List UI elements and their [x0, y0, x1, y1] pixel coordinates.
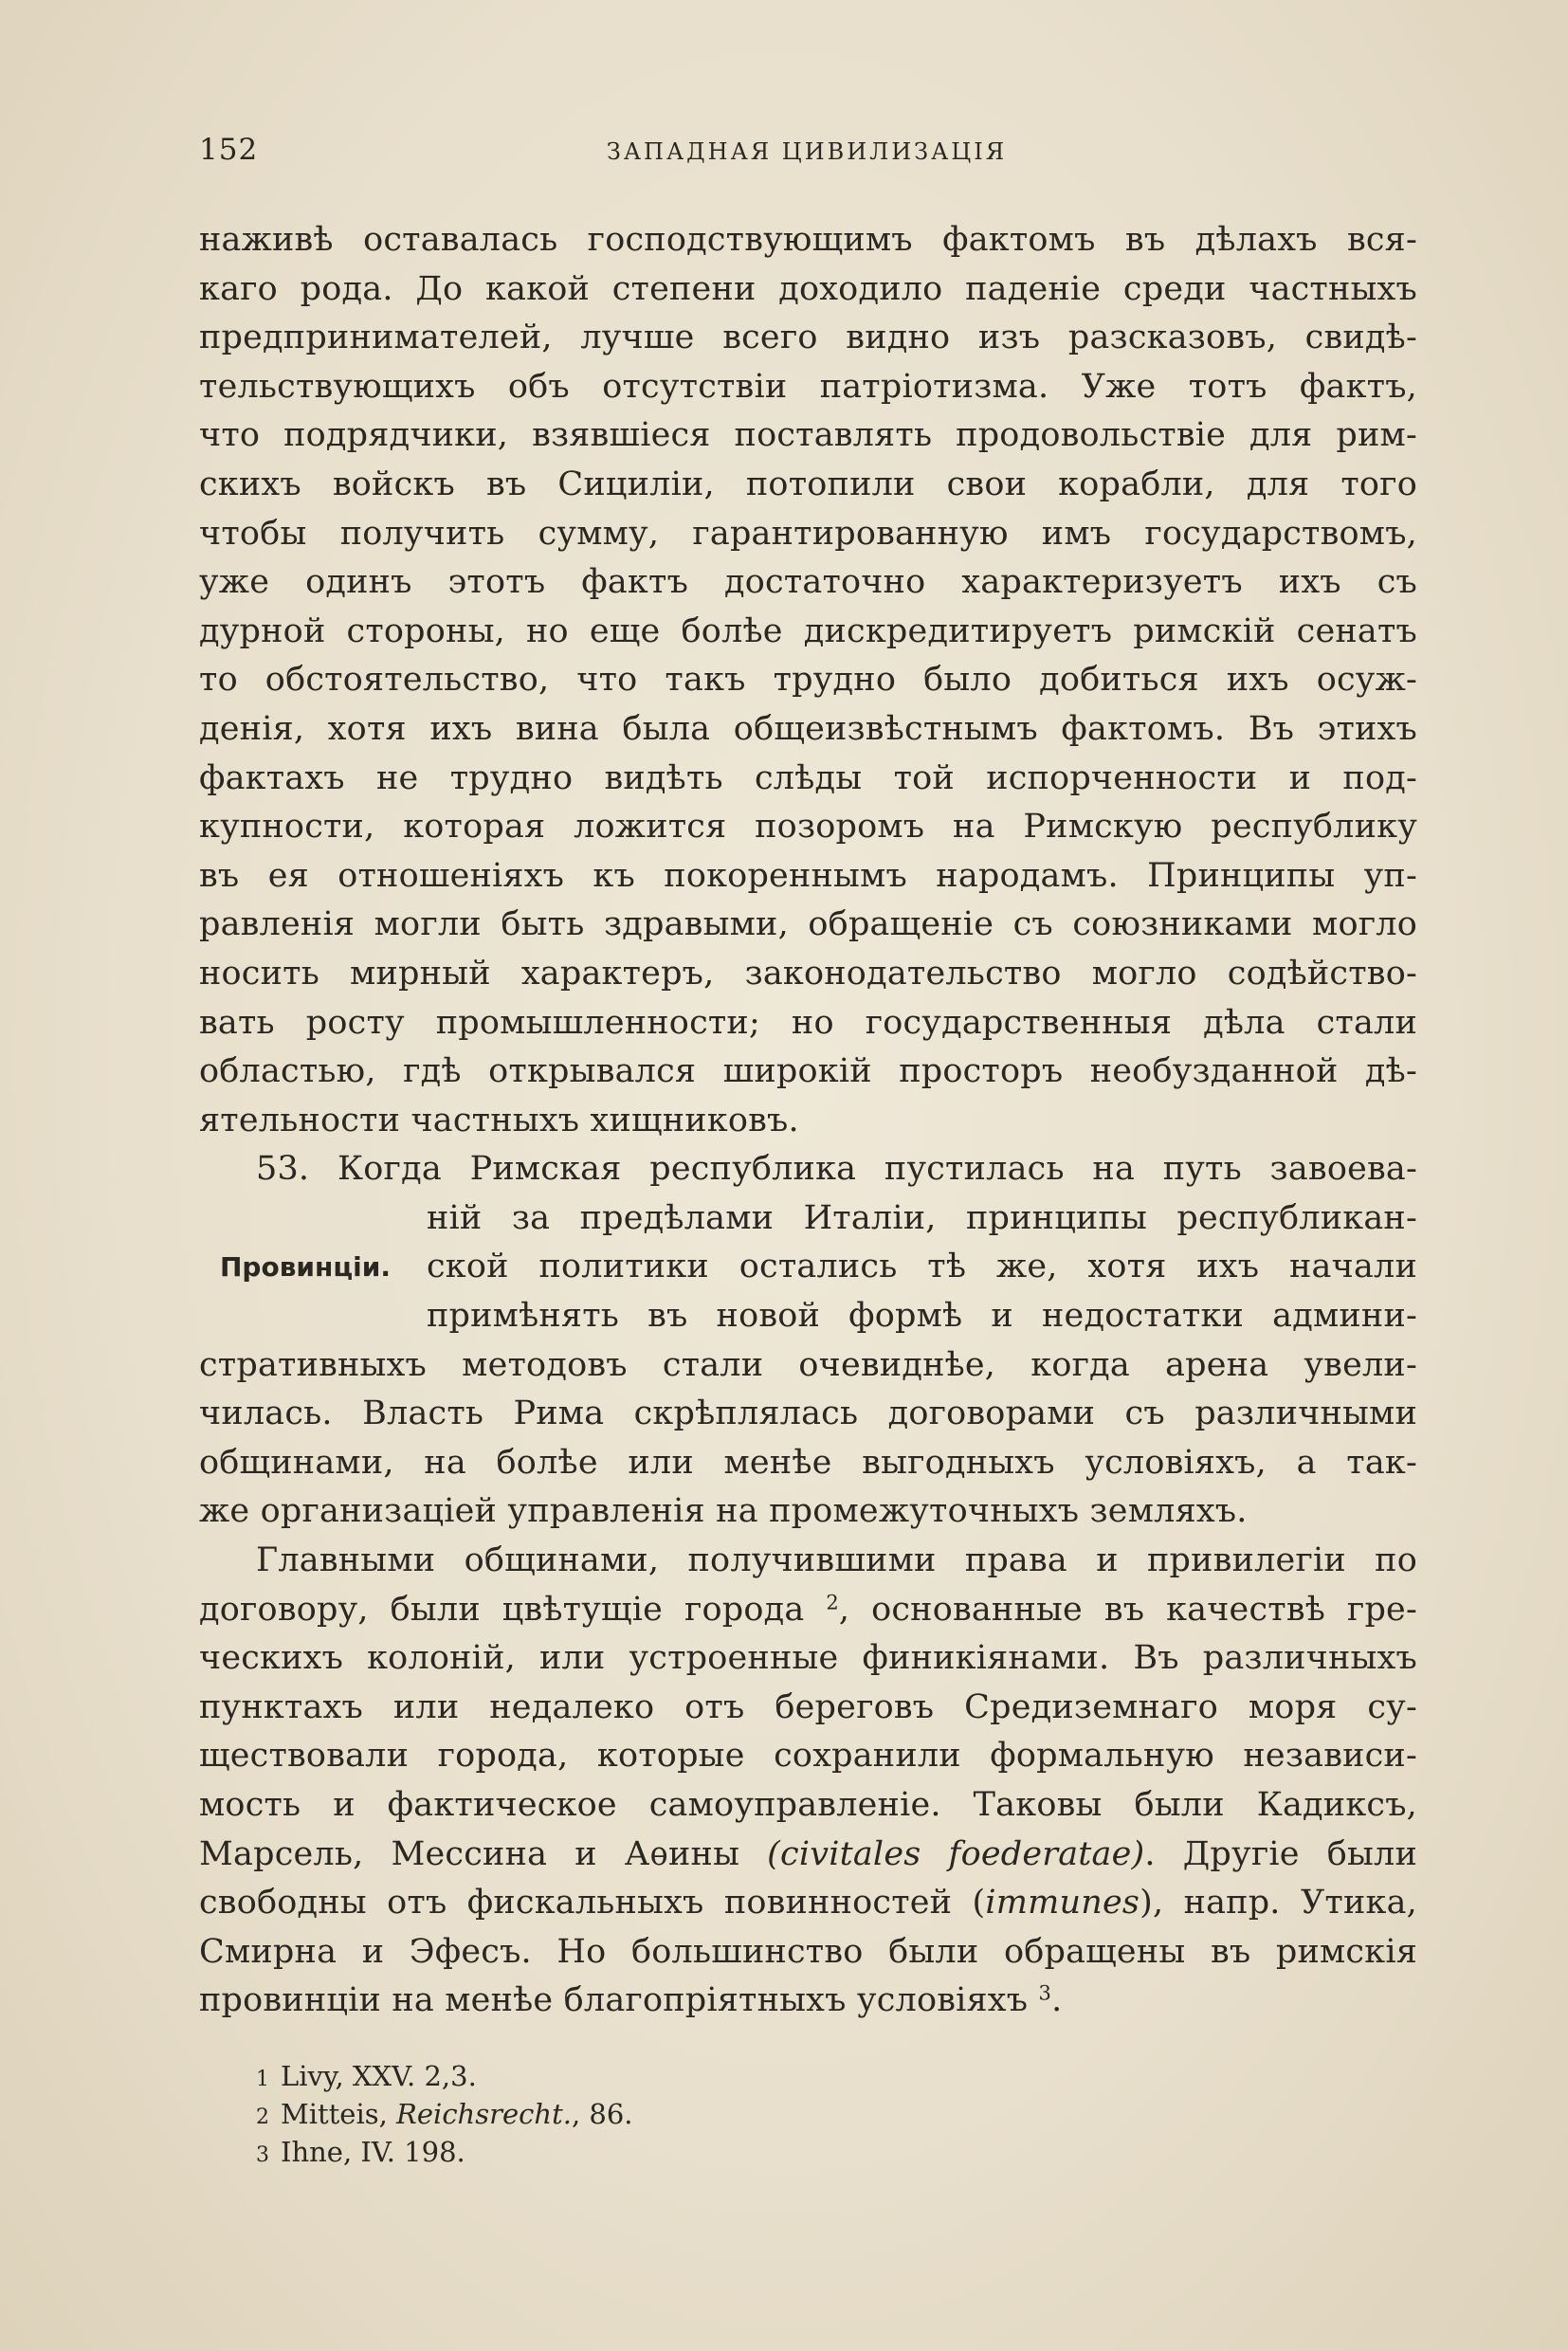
- section-53: [199, 1145, 1417, 1537]
- text-span: Марсель, Мессина и Аѳины: [199, 1834, 768, 1873]
- page-number: 152: [199, 133, 259, 167]
- text-line: что подрядчики, взявшіеся поставлять продовольствіе для рим-: [199, 416, 1417, 455]
- text-line: же организаціей управленія на промежуточныхъ земляхъ.: [199, 1492, 1248, 1531]
- body-text: [199, 216, 1417, 2026]
- text-line: предпринимателей, лучше всего видно изъ разсказовъ, свидѣ-: [199, 319, 1417, 357]
- text-span: ), напр. Утика,: [1140, 1884, 1417, 1923]
- footnote-text: Ihne, IV. 198.: [281, 2136, 465, 2168]
- footnote: [256, 2095, 1109, 2133]
- footnote-number: 2: [256, 2105, 269, 2129]
- text-span: договору, были цвѣтущіе города: [199, 1590, 827, 1629]
- footnote-number: 3: [256, 2143, 269, 2167]
- text-line: уже одинъ этотъ фактъ достаточно характеризуетъ ихъ съ: [199, 563, 1417, 602]
- footnote-text: , 86.: [571, 2098, 633, 2130]
- text-line: мость и фактическое самоуправленіе. Таковы были Кадиксъ,: [199, 1786, 1417, 1824]
- text-line: 53. Когда Римская республика пустилась на путь завоева-: [256, 1150, 1417, 1189]
- footnote: [256, 2133, 1109, 2171]
- text-line: вать росту промышленности; но государственныя дѣла стали: [199, 1003, 1417, 1042]
- text-line: ятельности частныхъ хищниковъ.: [199, 1101, 799, 1139]
- text-line: скихъ войскъ въ Сициліи, потопили свои корабли, для того: [199, 465, 1417, 503]
- text-line: чтобы получить сумму, гарантированную имъ государствомъ,: [199, 514, 1417, 553]
- text-span: .: [1051, 1981, 1063, 2020]
- footnote-text: Mitteis,: [281, 2098, 397, 2130]
- paragraph: [199, 1537, 1417, 2026]
- margin-note: Провинціи.: [220, 1251, 392, 1284]
- footnote-text: Livy, XXV. 2,3.: [281, 2060, 477, 2092]
- text-line: каго рода. До какой степени доходило паденіе среди частныхъ: [199, 269, 1417, 308]
- text-line: [199, 1586, 1417, 1635]
- text-line: ской политики остались тѣ же, хотя ихъ начали: [427, 1248, 1417, 1286]
- text-line: фактахъ не трудно видѣть слѣды той испорченности и под-: [199, 758, 1417, 797]
- text-line: купности, которая ложится позоромъ на Римскую республику: [199, 808, 1417, 847]
- side-note-row: [199, 1243, 1417, 1292]
- text-span: провинціи на менѣе благопріятныхъ условіяхъ: [199, 1981, 1039, 2020]
- footnote-ref: 3: [1038, 1981, 1052, 2005]
- latin-term: immunes: [985, 1884, 1140, 1923]
- text-line: въ ея отношеніяхъ къ покореннымъ народамъ. Принципы уп-: [199, 856, 1417, 895]
- text-line: то обстоятельство, что такъ трудно было добиться ихъ осуж-: [199, 661, 1417, 700]
- text-line: ществовали города, которые сохранили формальную независи-: [199, 1737, 1417, 1776]
- text-line: дурной стороны, но еще болѣе дискредитируетъ римскій сенатъ: [199, 611, 1417, 650]
- running-title: ЗАПАДНАЯ ЦИВИЛИЗАЦІЯ: [606, 138, 1008, 165]
- text-line: носить мирный характеръ, законодательство могло содѣйство-: [199, 954, 1417, 993]
- text-span: . Другіе были: [1144, 1834, 1417, 1873]
- text-line: Смирна и Эфесъ. Но большинство были обращены въ римскія: [199, 1932, 1417, 1971]
- footnote-title: Reichsrecht.: [396, 2098, 572, 2130]
- text-line: наживѣ оставалась господствующимъ фактомъ въ дѣлахъ вся-: [199, 221, 1417, 259]
- footnote-number: 1: [256, 2068, 269, 2091]
- text-line: стративныхъ методовъ стали очевиднѣе, когда арена увели-: [199, 1345, 1417, 1384]
- footnote: [256, 2057, 1109, 2095]
- paragraph: [199, 216, 1417, 1145]
- text-line: [199, 1977, 1417, 2026]
- text-line: [199, 1831, 1417, 1880]
- text-line: пунктахъ или недалеко отъ береговъ Средиземнаго моря су-: [199, 1687, 1417, 1726]
- text-span: , основанные въ качествѣ гре-: [838, 1590, 1417, 1629]
- text-line: равленія могли быть здравыми, обращеніе съ союзниками могло: [199, 905, 1417, 944]
- text-line: примѣнять въ новой формѣ и недостатки админи-: [427, 1297, 1417, 1336]
- text-line: общинами, на болѣе или менѣе выгодныхъ условіяхъ, а так-: [199, 1443, 1417, 1482]
- page-header: [199, 133, 1414, 174]
- text-span: свободны отъ фискальныхъ повинностей (: [199, 1884, 986, 1923]
- text-line: чилась. Власть Рима скрѣплялась договорами съ различными: [199, 1394, 1417, 1433]
- latin-term: (civitales foederatae): [767, 1834, 1145, 1873]
- footnotes: [256, 2057, 1109, 2171]
- text-line: областью, гдѣ открывался широкій просторъ необузданной дѣ-: [199, 1052, 1417, 1091]
- text-line: Главными общинами, получившими права и привилегіи по: [256, 1541, 1417, 1580]
- text-line: ческихъ колоній, или устроенные финикіянами. Въ различныхъ: [199, 1639, 1417, 1678]
- footnote-ref: 2: [826, 1591, 839, 1614]
- text-line: денія, хотя ихъ вина была общеизвѣстнымъ фактомъ. Въ этихъ: [199, 709, 1417, 748]
- text-line: [199, 1879, 1417, 1928]
- text-line: ній за предѣлами Италіи, принципы республикан-: [427, 1198, 1417, 1237]
- text-line: тельствующихъ объ отсутствіи патріотизма. Уже тотъ фактъ,: [199, 367, 1417, 406]
